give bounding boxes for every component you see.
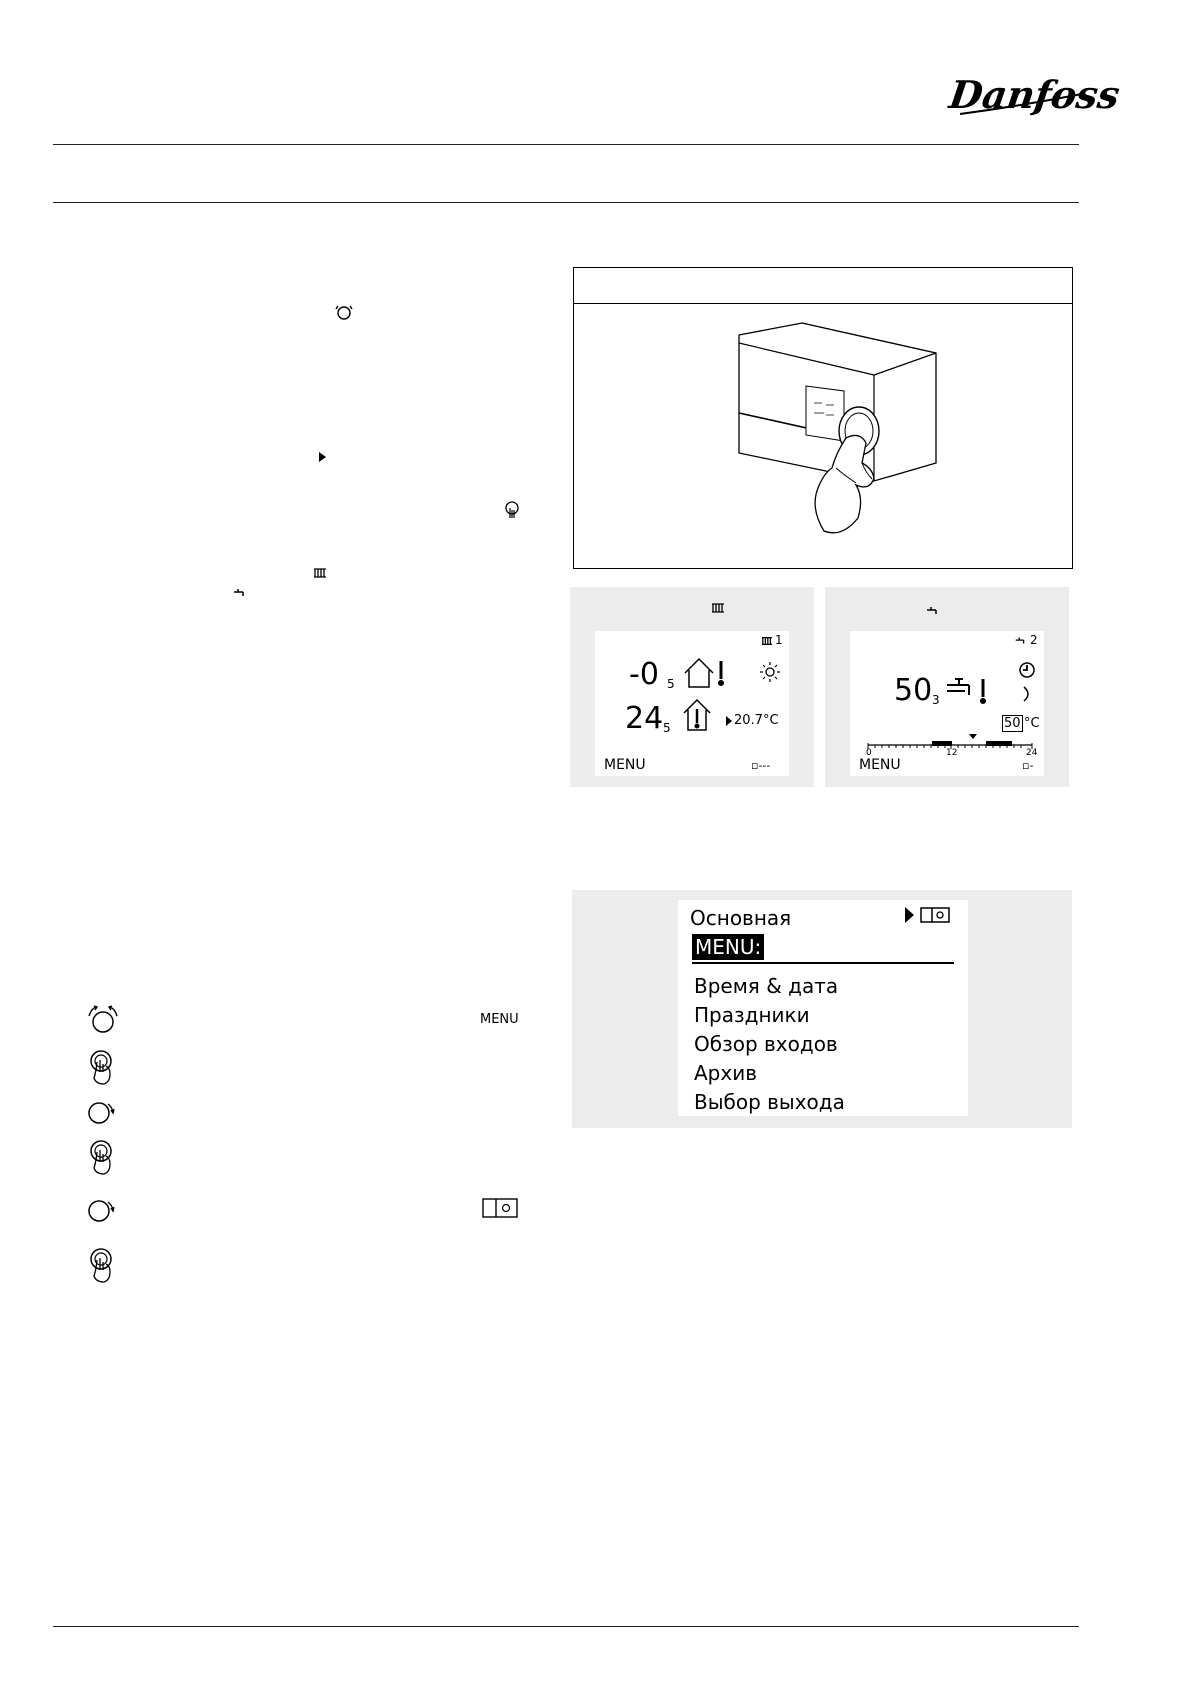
- dhw-temp-decimal: 3: [932, 693, 940, 707]
- header-rule-bottom: [53, 202, 1079, 203]
- main-menu-lcd: [678, 900, 968, 1116]
- dial-rotate-icon: [333, 302, 355, 326]
- dhw-menu-softkey[interactable]: MENU: [859, 757, 901, 773]
- radiator-icon: [313, 564, 327, 583]
- setpoint-triangle-icon: [725, 715, 733, 727]
- output-selector-icon-step: [482, 1198, 518, 1222]
- menu-item-input-overview[interactable]: Обзор входов: [694, 1032, 838, 1056]
- circuit-number: 1: [775, 633, 783, 647]
- scale-mid: 12: [946, 748, 958, 758]
- push-dial-icon-step-1: [86, 1048, 116, 1090]
- menu-softkey[interactable]: MENU: [604, 757, 646, 773]
- controller-illustration: [574, 303, 1072, 568]
- dial-rotate-right-icon-2: [86, 1196, 116, 1228]
- status-dashes: ▫---: [751, 759, 771, 772]
- dhw-setpoint-box: 50: [1004, 716, 1021, 731]
- dhw-setpoint-unit: °C: [1024, 716, 1040, 731]
- outdoor-temp-decimal: 5: [667, 677, 675, 691]
- danfoss-logo: [946, 64, 1123, 124]
- push-dial-icon-step-2: [86, 1138, 116, 1180]
- push-dial-icon: [503, 500, 521, 526]
- house-room-icon: [681, 697, 713, 733]
- panel-radiator-icon: [711, 599, 725, 618]
- header-rule-top: [53, 144, 1079, 145]
- tap-thermometer-icon: [945, 675, 997, 709]
- panel-tap-icon: [925, 601, 941, 620]
- menu-item-archive[interactable]: Архив: [694, 1061, 757, 1085]
- clock-icon: [1018, 661, 1036, 679]
- heating-lcd: [595, 631, 789, 776]
- heating-screen-panel: [570, 587, 814, 787]
- room-setpoint: 20.7°C: [734, 713, 779, 728]
- menu-item-time-date[interactable]: Время & дата: [694, 974, 839, 998]
- menu-heading-underline: [692, 962, 954, 964]
- dhw-lcd: [850, 631, 1044, 776]
- footer-rule: [53, 1626, 1079, 1627]
- scale-end: 24: [1026, 748, 1038, 758]
- outdoor-temp-value: -0: [629, 657, 659, 692]
- dhw-status-dashes: ▫-: [1022, 759, 1034, 772]
- menu-arrow-icon: [904, 906, 916, 924]
- room-temp-value: 24: [625, 701, 664, 736]
- controller-figure: [573, 267, 1073, 569]
- menu-title: Основная: [690, 906, 792, 930]
- moon-icon: [1020, 685, 1034, 703]
- main-menu-panel: [572, 890, 1072, 1128]
- lcd-radiator-icon: [761, 635, 773, 649]
- dial-rotate-right-icon-1: [86, 1098, 116, 1130]
- tap-icon: [232, 584, 248, 603]
- push-dial-icon-step-3: [86, 1246, 116, 1288]
- house-thermometer-icon: [681, 655, 731, 691]
- triangle-right-icon: [318, 448, 328, 467]
- menu-item-holidays[interactable]: Праздники: [694, 1003, 810, 1027]
- room-temp-decimal: 5: [663, 721, 671, 735]
- lcd-tap-icon: [1014, 636, 1028, 646]
- menu-heading: MENU:: [692, 934, 764, 960]
- output-selector-icon: [920, 907, 950, 923]
- dial-rotate-both-icon: [84, 1004, 122, 1040]
- logo-text: Danfoss: [946, 73, 1123, 118]
- dhw-screen-panel: [825, 587, 1069, 787]
- step-menu-label: MENU: [480, 1012, 519, 1027]
- figure-caption-bar: [574, 268, 1072, 304]
- dhw-circuit-number: 2: [1030, 633, 1038, 647]
- sun-icon: [759, 661, 781, 683]
- scale-start: 0: [866, 748, 872, 758]
- dhw-temp-value: 50: [894, 673, 933, 708]
- menu-item-output-select[interactable]: Выбор выхода: [694, 1090, 845, 1114]
